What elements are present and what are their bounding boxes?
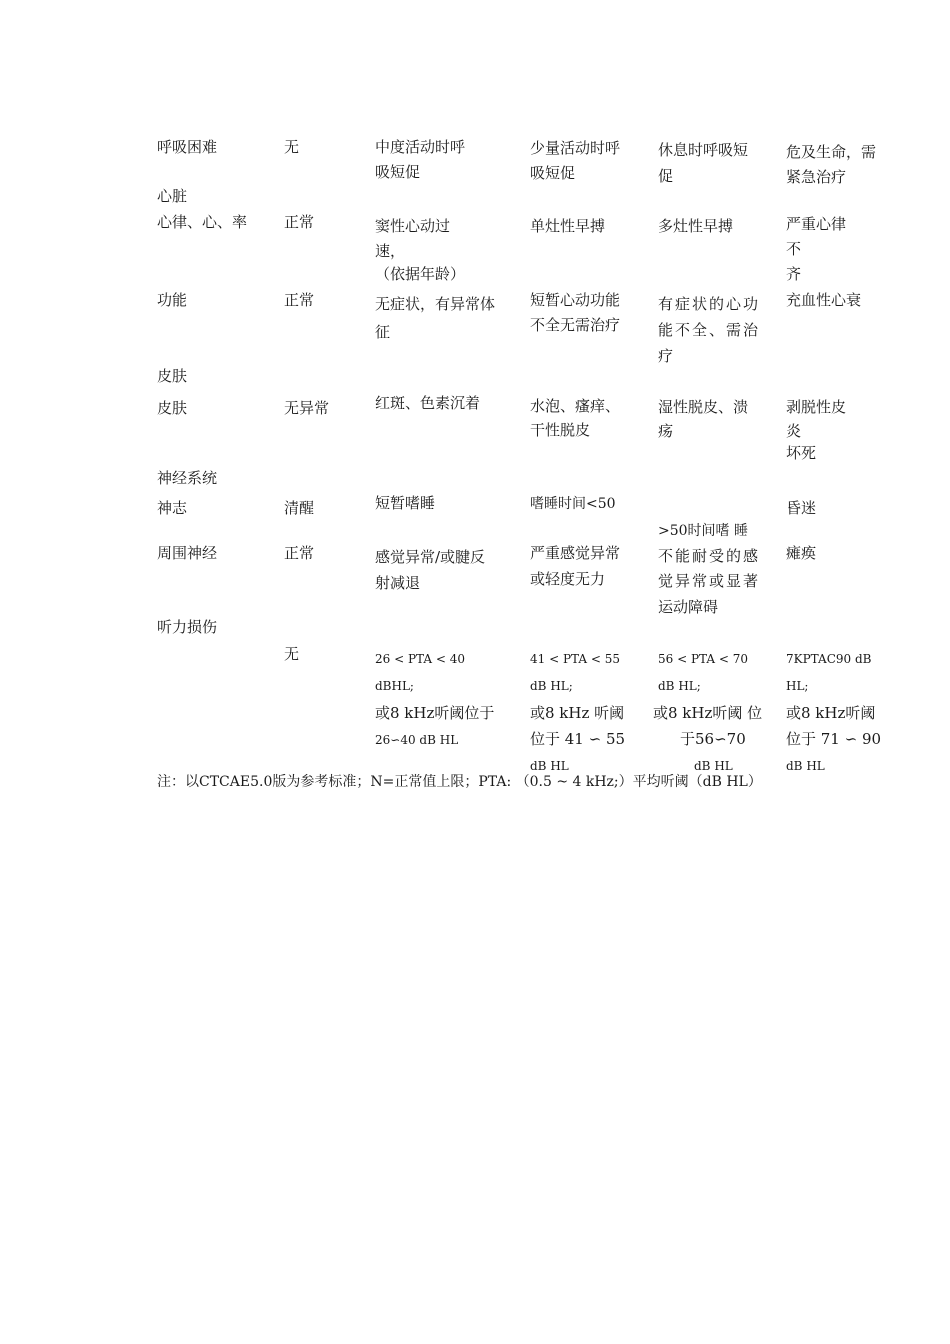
row-label-hearing: 听力损伤 — [157, 618, 218, 636]
function-grade0: 正常 — [284, 291, 315, 309]
hearing-grade2-line1: 41 < PTA < 55 — [530, 652, 620, 666]
row-label-peripheral: 周围神经 — [157, 544, 218, 562]
dyspnea-grade1: 中度活动时呼 — [375, 138, 466, 156]
rhythm-grade1-note: （依据年龄） — [375, 265, 466, 283]
hearing-grade4-line3: 或8 kHz听阈 — [786, 704, 876, 722]
dyspnea-grade4-cont: 紧急治疗 — [786, 168, 847, 186]
hearing-grade4-line2: HL; — [786, 679, 809, 693]
peripheral-grade3: 不能耐受的感 — [658, 547, 761, 565]
hearing-grade3-cell — [650, 640, 780, 770]
rhythm-grade4: 严重心律 — [786, 215, 847, 233]
consciousness-grade3: >50时间嗜 睡 — [658, 523, 748, 539]
function-grade3: 有症状的心功 — [658, 295, 761, 313]
hearing-grade2-line3: 或8 kHz 听阈 — [530, 704, 625, 722]
skin-grade3-cont: 疡 — [658, 422, 674, 440]
peripheral-grade2: 严重感觉异常 — [530, 544, 621, 562]
function-grade1: 无症状，有异常体 — [375, 295, 496, 313]
hearing-grade4-line4: 位于 71 ∽ 90 — [786, 730, 882, 748]
hearing-grade3-line1: 56 < PTA < 70 — [658, 652, 748, 666]
section-heart: 心脏 — [157, 187, 188, 205]
skin-grade3: 湿性脱皮、溃 — [658, 398, 749, 416]
hearing-grade4-line5: dB HL — [786, 759, 825, 770]
function-grade3-cont2: 疗 — [658, 347, 674, 365]
hearing-grade1-line1: 26 < PTA < 40 — [375, 652, 465, 666]
peripheral-grade3-cont: 觉异常或显著 — [658, 572, 761, 590]
rhythm-grade4-cont2: 齐 — [786, 265, 802, 283]
function-grade3-cont: 能不全、需治 — [658, 321, 761, 339]
hearing-grade3-line3: 或8 kHz听阈 位 — [653, 704, 763, 722]
dyspnea-grade2-cont: 吸短促 — [530, 164, 576, 182]
function-grade4: 充血性心衰 — [786, 291, 862, 309]
consciousness-grade4: 昏迷 — [786, 499, 817, 517]
hearing-grade1-cell — [370, 640, 525, 770]
peripheral-grade3-cont2: 运动障碍 — [658, 598, 719, 616]
hearing-grade2-cell — [526, 640, 654, 770]
dyspnea-grade0: 无 — [284, 138, 300, 156]
consciousness-grade2: 嗜睡时间<50 — [530, 496, 616, 512]
hearing-grade0: 无 — [284, 645, 300, 663]
hearing-grade4-cell — [782, 640, 902, 770]
function-grade1-cont: 征 — [375, 323, 391, 341]
hearing-grade2-line5: dB HL — [530, 759, 569, 770]
rhythm-grade4-cont: 不 — [786, 240, 802, 258]
hearing-grade3-line5: dB HL — [694, 759, 733, 770]
hearing-grade2-line2: dB HL; — [530, 679, 573, 693]
rhythm-grade3: 多灶性早搏 — [658, 217, 734, 235]
hearing-grade3-line4: 于56∽70 — [680, 730, 746, 748]
function-grade2-cont: 不全无需治疗 — [530, 316, 621, 334]
row-label-rhythm: 心律、心、率 — [157, 213, 248, 231]
hearing-grade3-line2: dB HL; — [658, 679, 701, 693]
section-neuro: 神经系统 — [157, 469, 218, 487]
consciousness-grade1: 短暂嗜睡 — [375, 494, 436, 512]
function-grade2: 短暂心动功能 — [530, 291, 621, 309]
dyspnea-grade3-cont: 促 — [658, 167, 674, 185]
row-label-consciousness: 神志 — [157, 499, 188, 517]
peripheral-grade0: 正常 — [284, 544, 315, 562]
dyspnea-grade4: 危及生命，需 — [786, 143, 877, 161]
dyspnea-grade3: 休息时呼吸短 — [658, 141, 749, 159]
rhythm-grade1: 窦性心动过 — [375, 217, 451, 235]
hearing-grade1-line2: dBHL; — [375, 679, 414, 693]
peripheral-grade4: 瘫痪 — [786, 544, 817, 562]
hearing-grade1-line3: 或8 kHz听阈位于 — [375, 704, 495, 722]
rhythm-grade2: 单灶性早搏 — [530, 217, 606, 235]
rhythm-grade0: 正常 — [284, 213, 315, 231]
skin-grade1: 红斑、色素沉着 — [375, 394, 481, 412]
skin-grade2-cont: 干性脱皮 — [530, 421, 591, 439]
peripheral-grade1-cont: 射减退 — [375, 574, 421, 592]
rhythm-grade1-cont: 速， — [375, 242, 406, 260]
dyspnea-grade1-cont: 吸短促 — [375, 163, 421, 181]
hearing-grade4-line1: 7KPTAC90 dB — [786, 652, 872, 666]
skin-grade4: 剥脱性皮 — [786, 398, 847, 416]
skin-grade2: 水泡、瘙痒、 — [530, 397, 621, 415]
row-label-function: 功能 — [157, 291, 188, 309]
peripheral-grade1: 感觉异常/或腱反 — [375, 548, 486, 566]
skin-grade0: 无异常 — [284, 399, 330, 417]
peripheral-grade2-cont: 或轻度无力 — [530, 570, 606, 588]
row-label-skin: 皮肤 — [157, 399, 188, 417]
skin-grade4-cont: 炎 — [786, 422, 802, 440]
consciousness-grade0: 清醒 — [284, 499, 315, 517]
dyspnea-grade2: 少量活动时呼 — [530, 139, 621, 157]
hearing-grade1-line4: 26∽40 dB HL — [375, 733, 459, 747]
section-skin: 皮肤 — [157, 367, 188, 385]
footnote: 注：以CTCAE5.0版为参考标准；N=正常值上限；PTA: （0.5 ~ 4 kHz;）平均听阈（dB HL） — [157, 774, 762, 790]
skin-grade4-cont2: 坏死 — [786, 444, 817, 462]
row-label-dyspnea: 呼吸困难 — [157, 138, 218, 156]
hearing-grade2-line4: 位于 41 ∽ 55 — [530, 730, 626, 748]
